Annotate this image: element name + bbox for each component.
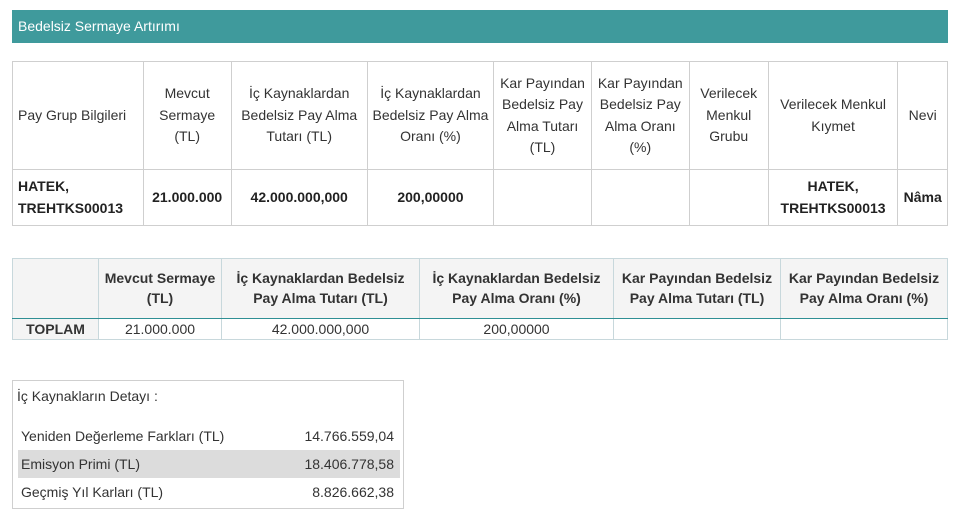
header-ic-kaynak-tutar: İç Kaynaklardan Bedelsiz Pay Alma Tutarı (TL) xyxy=(222,259,420,319)
list-item xyxy=(18,450,400,478)
total-label: TOPLAM xyxy=(13,319,99,340)
total-mevcut-sermaye: 21.000.000 xyxy=(99,319,222,340)
cell-pay-grup: HATEK, TREHTKS00013 xyxy=(13,170,144,226)
header-menkul-kiymet: Verilecek Menkul Kıymet xyxy=(768,62,898,170)
cell-ic-kaynak-oran: 200,00000 xyxy=(367,170,493,226)
header-nevi: Nevi xyxy=(898,62,948,170)
header-ic-kaynak-oran: İç Kaynaklardan Bedelsiz Pay Alma Oranı (%) xyxy=(367,62,493,170)
detail-label: Emisyon Primi (TL) xyxy=(21,456,141,472)
list-item xyxy=(18,422,400,450)
internal-resources-detail xyxy=(12,380,404,509)
table-header-row xyxy=(13,259,948,319)
table-row xyxy=(13,170,948,226)
total-kar-payi-tutar xyxy=(614,319,781,340)
header-pay-grup: Pay Grup Bilgileri xyxy=(13,62,144,170)
section-title: Bedelsiz Sermaye Artırımı xyxy=(18,18,180,34)
detail-label: Geçmiş Yıl Karları (TL) xyxy=(21,484,164,500)
section-title-bar xyxy=(12,10,948,43)
table-row xyxy=(13,319,948,340)
totals-table xyxy=(12,258,948,340)
header-kar-payi-oran: Kar Payından Bedelsiz Pay Alma Oranı (%) xyxy=(781,259,948,319)
header-kar-payi-oran: Kar Payından Bedelsiz Pay Alma Oranı (%) xyxy=(591,62,689,170)
cell-mevcut-sermaye: 21.000.000 xyxy=(143,170,231,226)
cell-ic-kaynak-tutar: 42.000.000,000 xyxy=(231,170,367,226)
header-mevcut-sermaye: Mevcut Sermaye (TL) xyxy=(143,62,231,170)
header-ic-kaynak-oran: İç Kaynaklardan Bedelsiz Pay Alma Oranı (%) xyxy=(420,259,614,319)
detail-value: 14.766.559,04 xyxy=(304,428,394,444)
detail-label: Yeniden Değerleme Farkları (TL) xyxy=(21,428,225,444)
detail-value: 18.406.778,58 xyxy=(304,456,394,472)
header-mevcut-sermaye: Mevcut Sermaye (TL) xyxy=(99,259,222,319)
cell-kar-payi-tutar xyxy=(494,170,592,226)
cell-menkul-grubu xyxy=(689,170,768,226)
header-empty xyxy=(13,259,99,319)
total-kar-payi-oran xyxy=(781,319,948,340)
detail-title: İç Kaynakların Detayı : xyxy=(17,388,158,404)
total-ic-kaynak-oran: 200,00000 xyxy=(420,319,614,340)
share-group-table xyxy=(12,61,948,226)
cell-menkul-kiymet: HATEK, TREHTKS00013 xyxy=(768,170,898,226)
detail-value: 8.826.662,38 xyxy=(312,484,394,500)
header-menkul-grubu: Verilecek Menkul Grubu xyxy=(689,62,768,170)
cell-kar-payi-oran xyxy=(591,170,689,226)
table-header-row xyxy=(13,62,948,170)
total-ic-kaynak-tutar: 42.000.000,000 xyxy=(222,319,420,340)
cell-nevi: Nâma xyxy=(898,170,948,226)
header-kar-payi-tutar: Kar Payından Bedelsiz Pay Alma Tutarı (TL) xyxy=(614,259,781,319)
header-kar-payi-tutar: Kar Payından Bedelsiz Pay Alma Tutarı (TL) xyxy=(494,62,592,170)
header-ic-kaynak-tutar: İç Kaynaklardan Bedelsiz Pay Alma Tutarı (TL) xyxy=(231,62,367,170)
list-item xyxy=(18,478,400,506)
